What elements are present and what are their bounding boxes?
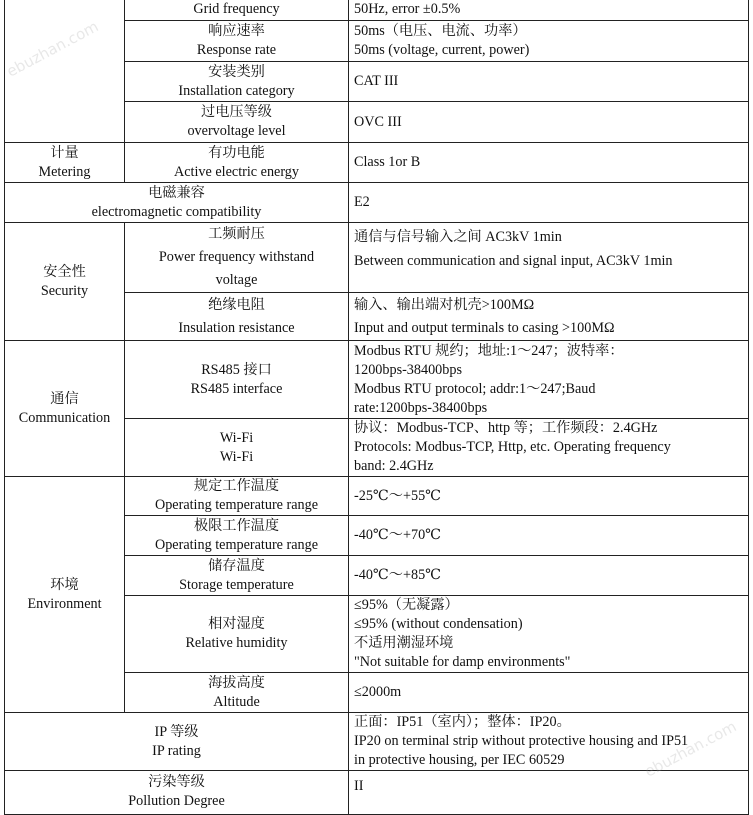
value-overvoltage-level: OVC III: [349, 102, 749, 143]
value-emc: E2: [349, 183, 749, 223]
param-relative-humidity: 相对湿度 Relative humidity: [125, 596, 349, 673]
value-grid-frequency: 50Hz, error ±0.5%: [349, 0, 749, 21]
row-grid-frequency: [5, 0, 749, 21]
group-environment: 环境 Environment: [5, 477, 125, 713]
param-altitude: 海拔高度 Altitude: [125, 673, 349, 713]
row-ip-rating: [5, 713, 749, 771]
value-storage-temp: -40℃～+85℃: [349, 556, 749, 596]
row-emc: [5, 183, 749, 223]
value-operating-temp: -25℃～+55℃: [349, 477, 749, 516]
value-limit-temp: -40℃～+70℃: [349, 516, 749, 556]
watermark: ebuzhan.com: [641, 717, 740, 781]
param-storage-temp: 储存温度 Storage temperature: [125, 556, 349, 596]
row-power-frequency-withstand: [5, 223, 749, 293]
value-altitude: ≤2000m: [349, 673, 749, 713]
param-ip-rating: IP 等级 IP rating: [5, 713, 349, 771]
param-limit-temp: 极限工作温度 Operating temperature range: [125, 516, 349, 556]
param-rs485: RS485 接口 RS485 interface: [125, 341, 349, 419]
param-wifi: Wi-Fi Wi-Fi: [125, 419, 349, 477]
param-grid-frequency: Grid frequency: [125, 0, 349, 21]
group-metering: 计量 Metering: [5, 143, 125, 183]
value-installation-category: CAT III: [349, 62, 749, 102]
value-relative-humidity: ≤95%（无凝露） ≤95% (without condensation) 不适用潮湿环境 "Not suitable for damp environments": [349, 596, 749, 673]
param-emc: 电磁兼容 electromagnetic compatibility: [5, 183, 349, 223]
row-metering: [5, 143, 749, 183]
param-pollution-degree: 污染等级 Pollution Degree: [5, 771, 349, 815]
value-ip-rating: 正面：IP51（室内）；整体：IP20。 IP20 on terminal strip without protective housing and IP51 in protective housing, per IEC 60529: [349, 713, 749, 771]
row-operating-temp: [5, 477, 749, 516]
value-insulation-resistance: 输入、输出端对机壳>100MΩ Input and output terminals to casing >100MΩ: [349, 293, 749, 341]
param-operating-temp: 规定工作温度 Operating temperature range: [125, 477, 349, 516]
spec-table: [4, 0, 749, 815]
param-active-energy: 有功电能 Active electric energy: [125, 143, 349, 183]
group-security: 安全性 Security: [5, 223, 125, 341]
value-pollution-degree: II: [349, 771, 749, 815]
param-insulation-resistance: 绝缘电阻 Insulation resistance: [125, 293, 349, 341]
row-pollution-degree: [5, 771, 749, 815]
value-power-frequency-withstand: 通信与信号输入之间 AC3kV 1min Between communication and signal input, AC3kV 1min: [349, 223, 749, 293]
value-rs485: Modbus RTU 规约；地址:1～247；波特率： 1200bps-38400bps Modbus RTU protocol; addr:1～247;Baud rate:1200bps-38400bps: [349, 341, 749, 419]
param-power-frequency-withstand: 工频耐压 Power frequency withstand voltage: [125, 223, 349, 293]
param-response-rate: 响应速率 Response rate: [125, 21, 349, 62]
value-response-rate: 50ms（电压、电流、功率） 50ms (voltage, current, power): [349, 21, 749, 62]
watermark: ebuzhan.com: [3, 17, 102, 81]
group-communication: 通信 Communication: [5, 341, 125, 477]
group-cell-blank: [5, 0, 125, 143]
param-overvoltage-level: 过电压等级 overvoltage level: [125, 102, 349, 143]
row-rs485: [5, 341, 749, 419]
value-active-energy: Class 1or B: [349, 143, 749, 183]
param-installation-category: 安装类别 Installation category: [125, 62, 349, 102]
value-wifi: 协议：Modbus-TCP、http 等；工作频段：2.4GHz Protocols: Modbus-TCP, Http, etc. Operating frequency band: 2.4GHz: [349, 419, 749, 477]
